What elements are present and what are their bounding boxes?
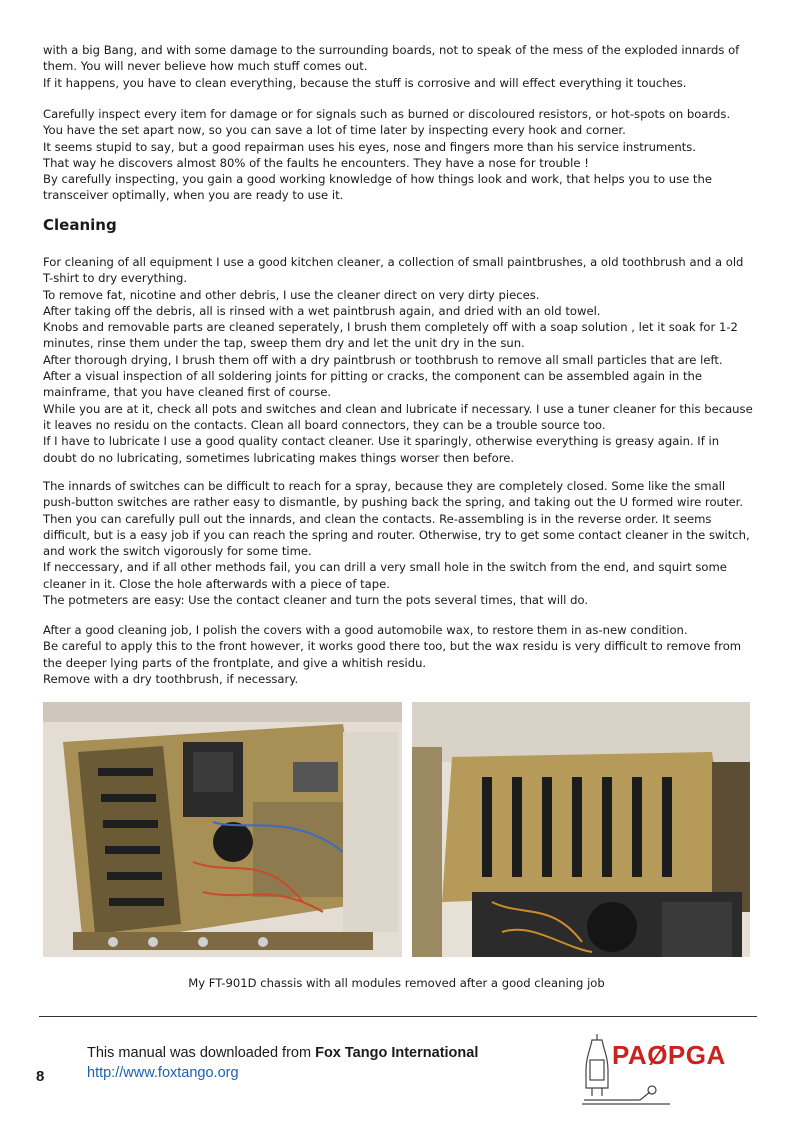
text-line: After taking off the debris, all is rinsed with a wet paintbrush again, and dried with an old towel. xyxy=(43,303,601,318)
download-notice xyxy=(87,1045,478,1061)
text-line: The innards of switches can be difficult to reach for a spray, because they are completely closed. Some like the small xyxy=(43,479,726,493)
chassis-slots-illustration xyxy=(412,702,750,957)
text-line: For cleaning of all equipment I use a good kitchen cleaner, a collection of small paintbrushes, a old toothbrush and a old xyxy=(43,255,744,269)
text-line: T-shirt to dry everything. xyxy=(43,271,188,286)
text-line: push-button switches are rather easy to dismantle, by pushing back the spring, and taking out the U formed wire router. xyxy=(43,495,743,510)
text-line: After a good cleaning job, I polish the covers with a good automobile wax, to restore them in as-new condition. xyxy=(43,623,688,637)
text-line: To remove fat, nicotine and other debris, I use the cleaner direct on very dirty pieces. xyxy=(43,287,540,302)
paragraph-switches xyxy=(43,478,755,608)
text-line: If it happens, you have to clean everything, because the stuff is corrosive and will effect everything it touches. xyxy=(43,75,687,90)
text-line: The potmeters are easy: Use the contact cleaner and turn the pots several times, that will do. xyxy=(43,593,589,608)
text-line: You have the set apart now, so you can save a lot of time later by inspecting every hook and corner. xyxy=(43,123,626,138)
text-line: If I have to lubricate I use a good quality contact cleaner. Use it sparingly, otherwise everything is greasy again. If in xyxy=(43,434,720,449)
text-line: transceiver optimally, when you are ready to use it. xyxy=(43,188,344,203)
text-line: Remove with a dry toothbrush, if necessary. xyxy=(43,671,299,686)
text-line: with a big Bang, and with some damage to the surrounding boards, not to speak of the mess of the exploded innards of xyxy=(43,43,740,57)
chassis-photo-left xyxy=(43,702,402,957)
text-line: cleaner in it. Close the hole afterwards with a piece of tape. xyxy=(43,576,390,591)
text-line: the deeper lying parts of the frontplate, and give a whitish residu. xyxy=(43,655,427,670)
text-line: Be careful to apply this to the front however, it works good there too, but the wax residu is very difficult to remove from xyxy=(43,639,742,654)
footer-divider xyxy=(39,1016,757,1017)
text-line: them. You will never believe how much stuff comes out. xyxy=(43,59,368,74)
text-line: it leaves no residu on the contacts. Clean all board connectors, they can be a trouble source too. xyxy=(43,417,606,432)
paragraph-intro xyxy=(43,42,755,91)
chassis-top-illustration xyxy=(43,702,402,957)
paragraph-cleaning xyxy=(43,254,755,466)
text-line: difficult, but is a easy job if you can reach the spring and router. Otherwise, try to get some contact cleaner in the switch, xyxy=(43,527,750,542)
text-line: After thorough drying, I brush them off with a dry paintbrush or toothbrush to remove all small particles that are left. xyxy=(43,352,723,367)
download-source: Fox Tango International xyxy=(315,1045,479,1061)
text-line: Knobs and removable parts are cleaned seperately, I brush them completely off with a soap solution , let it soak for 1-2 xyxy=(43,320,738,335)
photo-caption: My FT-901D chassis with all modules removed after a good cleaning job xyxy=(188,976,605,990)
text-line: If neccessary, and if all other methods fail, you can drill a very small hole in the switch from the end, and squirt some xyxy=(43,560,727,575)
source-link[interactable]: http://www.foxtango.org xyxy=(87,1065,239,1081)
text-line: Then you can carefully pull out the innards, and clean the contacts. Re-assembling is in the reverse order. It seems xyxy=(43,511,712,526)
text-line: mainframe, that you have cleaned first of course. xyxy=(43,385,332,400)
text-line: Carefully inspect every item for damage or for signals such as burned or discoloured resistors, or hot-spots on boards. xyxy=(43,107,731,121)
section-heading-cleaning: Cleaning xyxy=(43,216,117,234)
download-prefix: This manual was downloaded from xyxy=(87,1045,316,1061)
text-line: By carefully inspecting, you gain a good working knowledge of how things look and work, that helps you to use the xyxy=(43,172,712,187)
logo-callsign: PAØPGA xyxy=(612,1040,726,1070)
text-line: doubt do no lubricating, sometimes lubricating makes things worser then before. xyxy=(43,450,515,465)
page-number: 8 xyxy=(36,1068,45,1085)
chassis-photo-right xyxy=(412,702,750,957)
text-line: That way he discovers almost 80% of the faults he encounters. They have a nose for trouble ! xyxy=(43,155,589,170)
text-line: While you are at it, check all pots and switches and clean and lubricate if necessary. I use a tuner cleaner for this because xyxy=(43,401,753,416)
paragraph-inspection xyxy=(43,106,755,204)
text-line: and work the switch vigorously for some time. xyxy=(43,544,312,559)
text-line: It seems stupid to say, but a good repairman uses his eyes, nose and fingers more than his service instruments. xyxy=(43,139,696,154)
text-line: After a visual inspection of all soldering joints for pitting or cracks, the component can be assembled again in the xyxy=(43,369,702,384)
paragraph-polish xyxy=(43,622,755,687)
text-line: minutes, rinse them under the tap, sweep them dry and let the unit dry in the sun. xyxy=(43,336,525,351)
